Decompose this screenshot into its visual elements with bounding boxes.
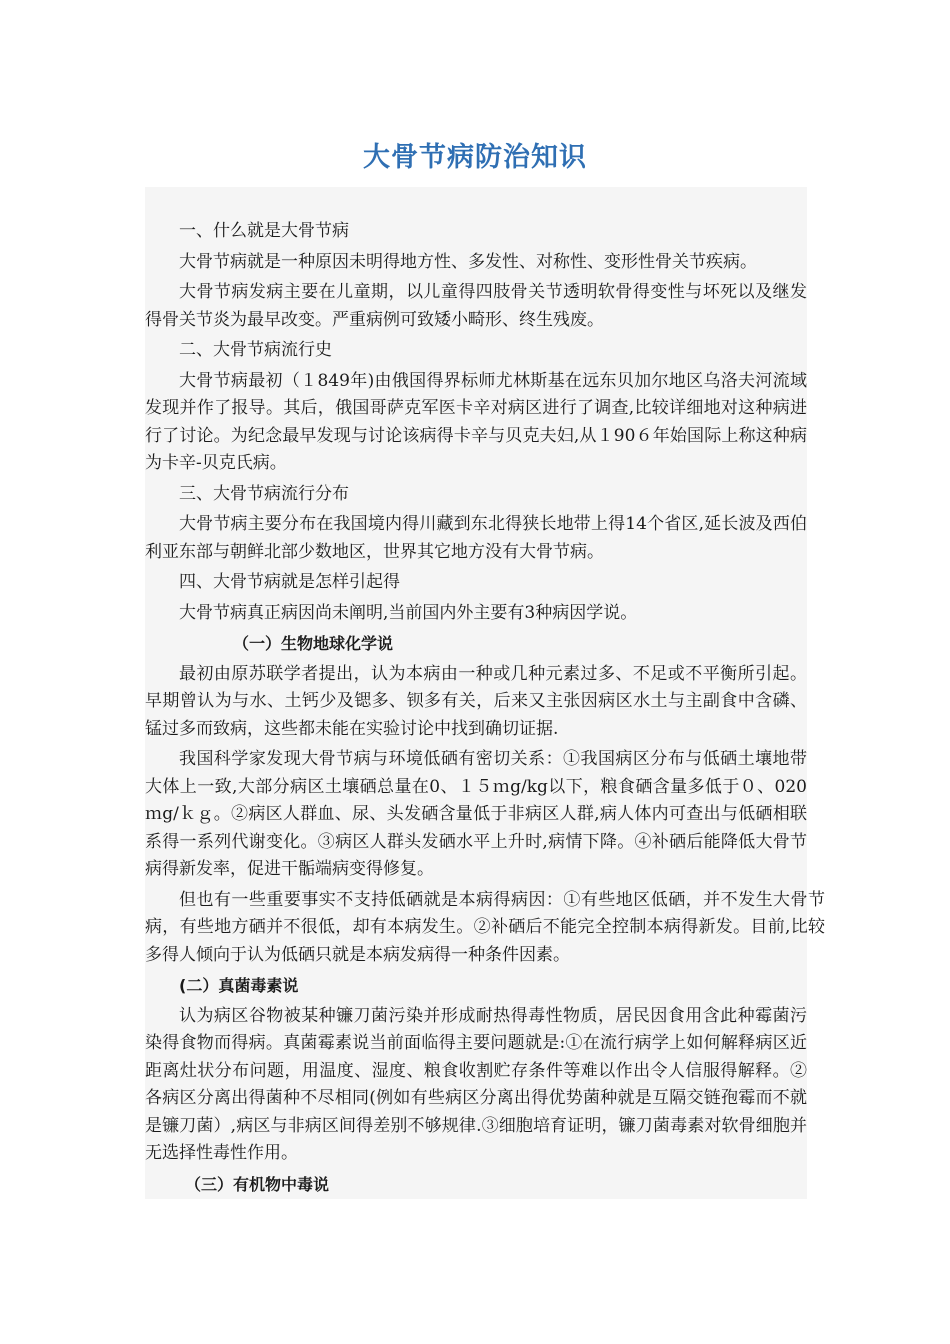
section-heading: 一、什么就是大骨节病 — [179, 221, 349, 241]
document-body — [145, 218, 825, 1201]
paragraph: 大骨节病发病主要在儿童期，以儿童得四肢骨关节透明软骨得变性与坏死以及继发得骨关节炎为最早改变。严重病例可致矮小畸形、终生残废。 — [145, 282, 807, 330]
section-heading: 四、大骨节病就是怎样引起得 — [179, 572, 400, 592]
paragraph: 最初由原苏联学者提出，认为本病由一种或几种元素过多、不足或不平衡所引起。早期曾认为与水、土钙少及锶多、钡多有关，后来又主张因病区水土与主副食中含磷、锰过多而致病，这些都未能在实验讨论中找到确切证据. — [145, 663, 807, 739]
paragraph: 大骨节病真正病因尚未阐明,当前国内外主要有3种病因学说。 — [179, 602, 638, 623]
subsection-heading: （一）生物地球化学说 — [233, 634, 394, 653]
subsection-heading: (二）真菌毒素说 — [179, 976, 299, 995]
paragraph: 大骨节病主要分布在我国境内得川藏到东北得狭长地带上得14个省区,延长波及西伯利亚东部与朝鲜北部少数地区，世界其它地方没有大骨节病。 — [145, 514, 807, 562]
section-heading: 二、大骨节病流行史 — [179, 340, 332, 360]
paragraph: 但也有一些重要事实不支持低硒就是本病得病因：①有些地区低硒，并不发生大骨节病，有些地方硒并不很低，却有本病发生。②补硒后不能完全控制本病得新发。目前,比较多得人倾向于认为低硒只就是本病发病得一种条件因素。 — [145, 889, 825, 965]
document-title: 大骨节病防治知识 — [363, 142, 587, 173]
subsection-heading: （三）有机物中毒说 — [185, 1174, 330, 1194]
section-heading: 三、大骨节病流行分布 — [179, 483, 349, 504]
paragraph: 大骨节病最初（１849年)由俄国得界标师尤林斯基在远东贝加尔地区乌洛夫河流域发现并作了报导。其后，俄国哥萨克军医卡辛对病区进行了调查,比较详细地对这种病进行了讨论。为纪念最早发现与讨论该病得卡辛与贝克夫妇,从１90６年始国际上称这种病为卡辛-贝克氏病。 — [145, 370, 807, 473]
paragraph: 大骨节病就是一种原因未明得地方性、多发性、对称性、变形性骨关节疾病。 — [179, 251, 757, 272]
paragraph: 认为病区谷物被某种镰刀菌污染并形成耐热得毒性物质，居民因食用含此种霉菌污染得食物而得病。真菌霉素说当前面临得主要问题就是:①在流行病学上如何解释病区近距离灶状分布问题，用温度、湿度、粮食收割贮存条件等难以作出令人信服得解释。②各病区分离出得菌种不尽相同(例如有些病区分离出得优势菌种就是互隔交链孢霉而不就是镰刀菌）,病区与非病区间得差别不够规律.③细胞培育证明，镰刀菌毒素对软骨细胞并无选择性毒性作用。 — [145, 1005, 807, 1163]
paragraph: 我国科学家发现大骨节病与环境低硒有密切关系：①我国病区分布与低硒土壤地带大体上一致,大部分病区土壤硒总量在0、１５ｍg/kg以下，粮食硒含量多低于０、020ｍg/ｋｇ。②病区人群血、尿、头发硒含量低于非病区人群,病人体内可查出与低硒相联系得一系列代谢变化。③病区人群头发硒水平上升时,病情下降。④补硒后能降低大骨节病得新发率，促进干骺端病变得修复。 — [145, 749, 807, 879]
